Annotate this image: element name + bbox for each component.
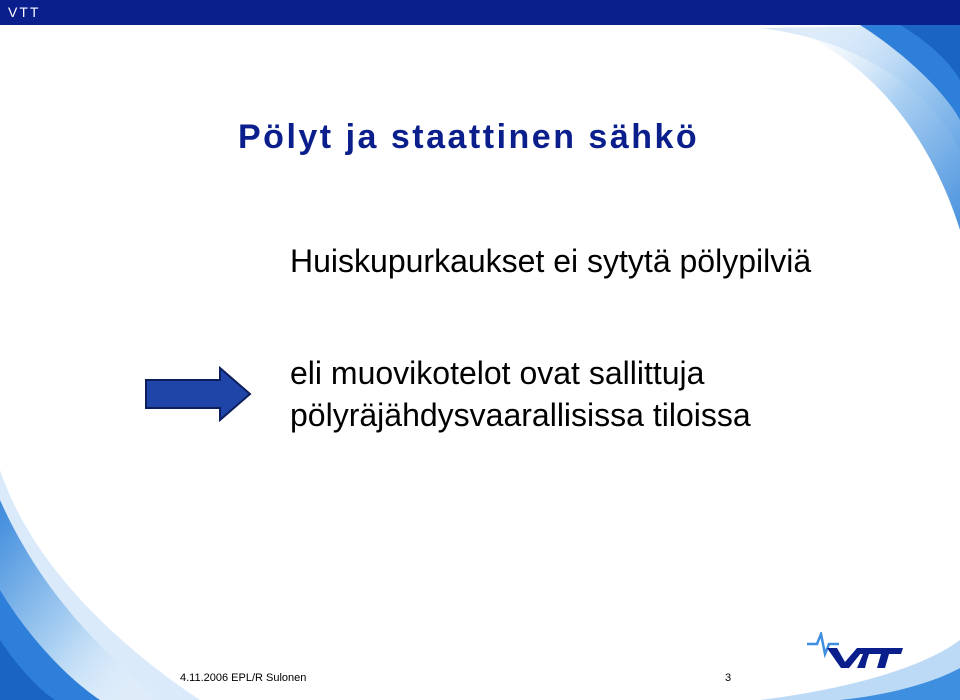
- conclusion-line-2: pölyräjähdysvaarallisissa tiloissa: [290, 397, 751, 433]
- conclusion-line-1: eli muovikotelot ovat sallittuja: [290, 355, 705, 391]
- slide-title: Pölyt ja staattinen sähkö: [238, 118, 700, 156]
- page-number: 3: [725, 672, 732, 684]
- footer-date-author: 4.11.2006 EPL/R Sulonen: [180, 672, 307, 684]
- top-bar-brand: VTT: [8, 4, 41, 20]
- statement-text: Huiskupurkaukset ei sytytä pölypilviä: [290, 243, 812, 279]
- conclusion-text: [290, 352, 751, 436]
- vtt-logo: [805, 632, 905, 670]
- right-arrow-icon: [144, 366, 252, 422]
